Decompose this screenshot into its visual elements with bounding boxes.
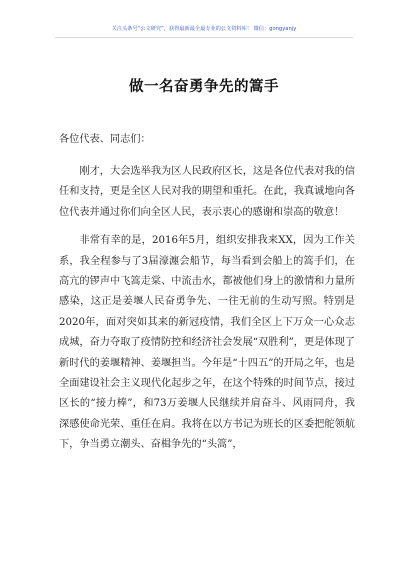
paragraph-1: 刚才，大会选举我为区人民政府区长，这是各位代表对我的信任和支持，更是全区人民对我的期望和重托。在此，我真诚地向各位代表并通过你们向全区人民，表示衷心的感谢和崇高的敬意！: [59, 166, 355, 218]
header-promo-note: 关注头条号“公文研究”，获得最新最全最专业的公文资料库！ 微信：gongyanjy: [111, 26, 297, 32]
paragraph-2: 非常有幸的是，2016年5月，组织安排我来XX，因为工作关系，我全程参与了3届濠瀍会船节，每当看到会船上的篙手们，在高亢的锣声中飞篙走棠、中流击水，都被他们身上的激情和力量所感染，这正是姜堰人民奋勇争先、一往无前的生动写照。特别是2020年，面对突如其来的新冠疫情，我们全区上下万众一心众志成城，奋力夺取了疫情防控和经济社会发展“双胜利”，更是体现了新时代的姜堰精神、姜堰担当。今年是“十四五”的开局之年，也是全面建设社会主义现代化起步之年，在这个特殊的时间节点，接过区长的“接力棒”，和73万姜堰人民继续并肩奋斗、风雨同舟，我深感使命光荣、重任在肩。我将在以方书记为班长的区委把舵领航下，争当勇立潮头、奋楫争先的“头篙”，: [59, 235, 355, 451]
document-body: [59, 131, 355, 456]
salutation: 各位代表、同志们：: [59, 134, 151, 145]
document-title: 做一名奋勇争先的篙手: [129, 79, 279, 95]
header-divider: [55, 37, 353, 38]
